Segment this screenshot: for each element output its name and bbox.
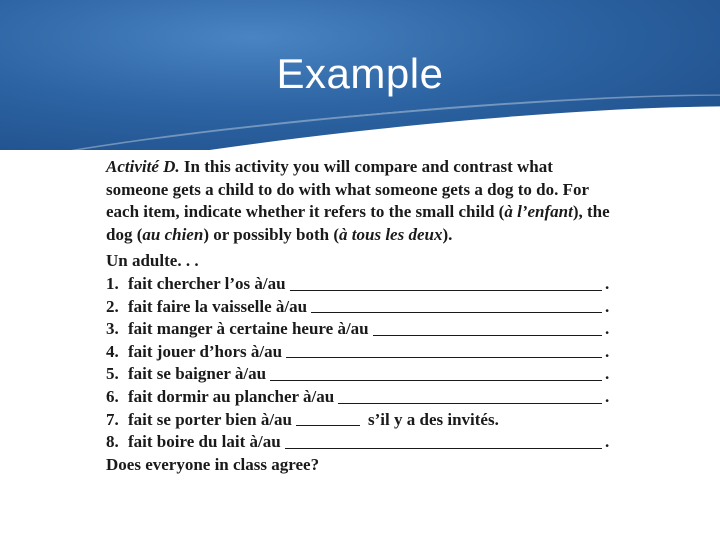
- answer-blank[interactable]: [270, 379, 602, 381]
- answer-blank[interactable]: [373, 334, 602, 336]
- option-dog: au chien: [142, 224, 204, 244]
- list-item: 2. fait faire la vaisselle à/au .: [106, 296, 610, 316]
- list-item: 4. fait jouer d’hors à/au .: [106, 341, 610, 361]
- list-item: 6. fait dormir au plancher à/au .: [106, 386, 610, 406]
- answer-blank[interactable]: [311, 311, 602, 313]
- list-item: 1. fait chercher l’os à/au .: [106, 273, 610, 293]
- list-item: 3. fait manger à certaine heure à/au .: [106, 319, 610, 339]
- list-heading: Un adulte. . .: [106, 251, 199, 271]
- answer-blank[interactable]: [296, 424, 360, 426]
- activity-label: Activité D.: [106, 157, 180, 176]
- list-item: 5. fait se baigner à/au .: [106, 364, 610, 384]
- slide-title: Example: [276, 50, 444, 97]
- option-both: à tous les deux: [339, 224, 443, 244]
- answer-blank[interactable]: [286, 356, 602, 358]
- option-child: à l’enfant: [504, 202, 573, 222]
- answer-blank[interactable]: [285, 447, 602, 449]
- closing-question: Does everyone in class agree?: [106, 454, 320, 474]
- answer-blank[interactable]: [338, 402, 602, 404]
- slide-header: [0, 0, 720, 150]
- list-item: 8. fait boire du lait à/au .: [106, 432, 610, 452]
- answer-blank[interactable]: [290, 289, 602, 291]
- item-list: [106, 250, 611, 476]
- activity-instructions: Activité D. In this activity you will compare and contrast what someone gets a child to do with what someone gets a dog to do. For each item, indicate whether it refers to the small child (à l’enfant), the dog (au chien) or possibly both (à tous les deux).: [106, 157, 610, 244]
- worksheet: [100, 150, 620, 510]
- list-item: 7. fait se porter bien à/au s’il y a des invités.: [106, 409, 499, 429]
